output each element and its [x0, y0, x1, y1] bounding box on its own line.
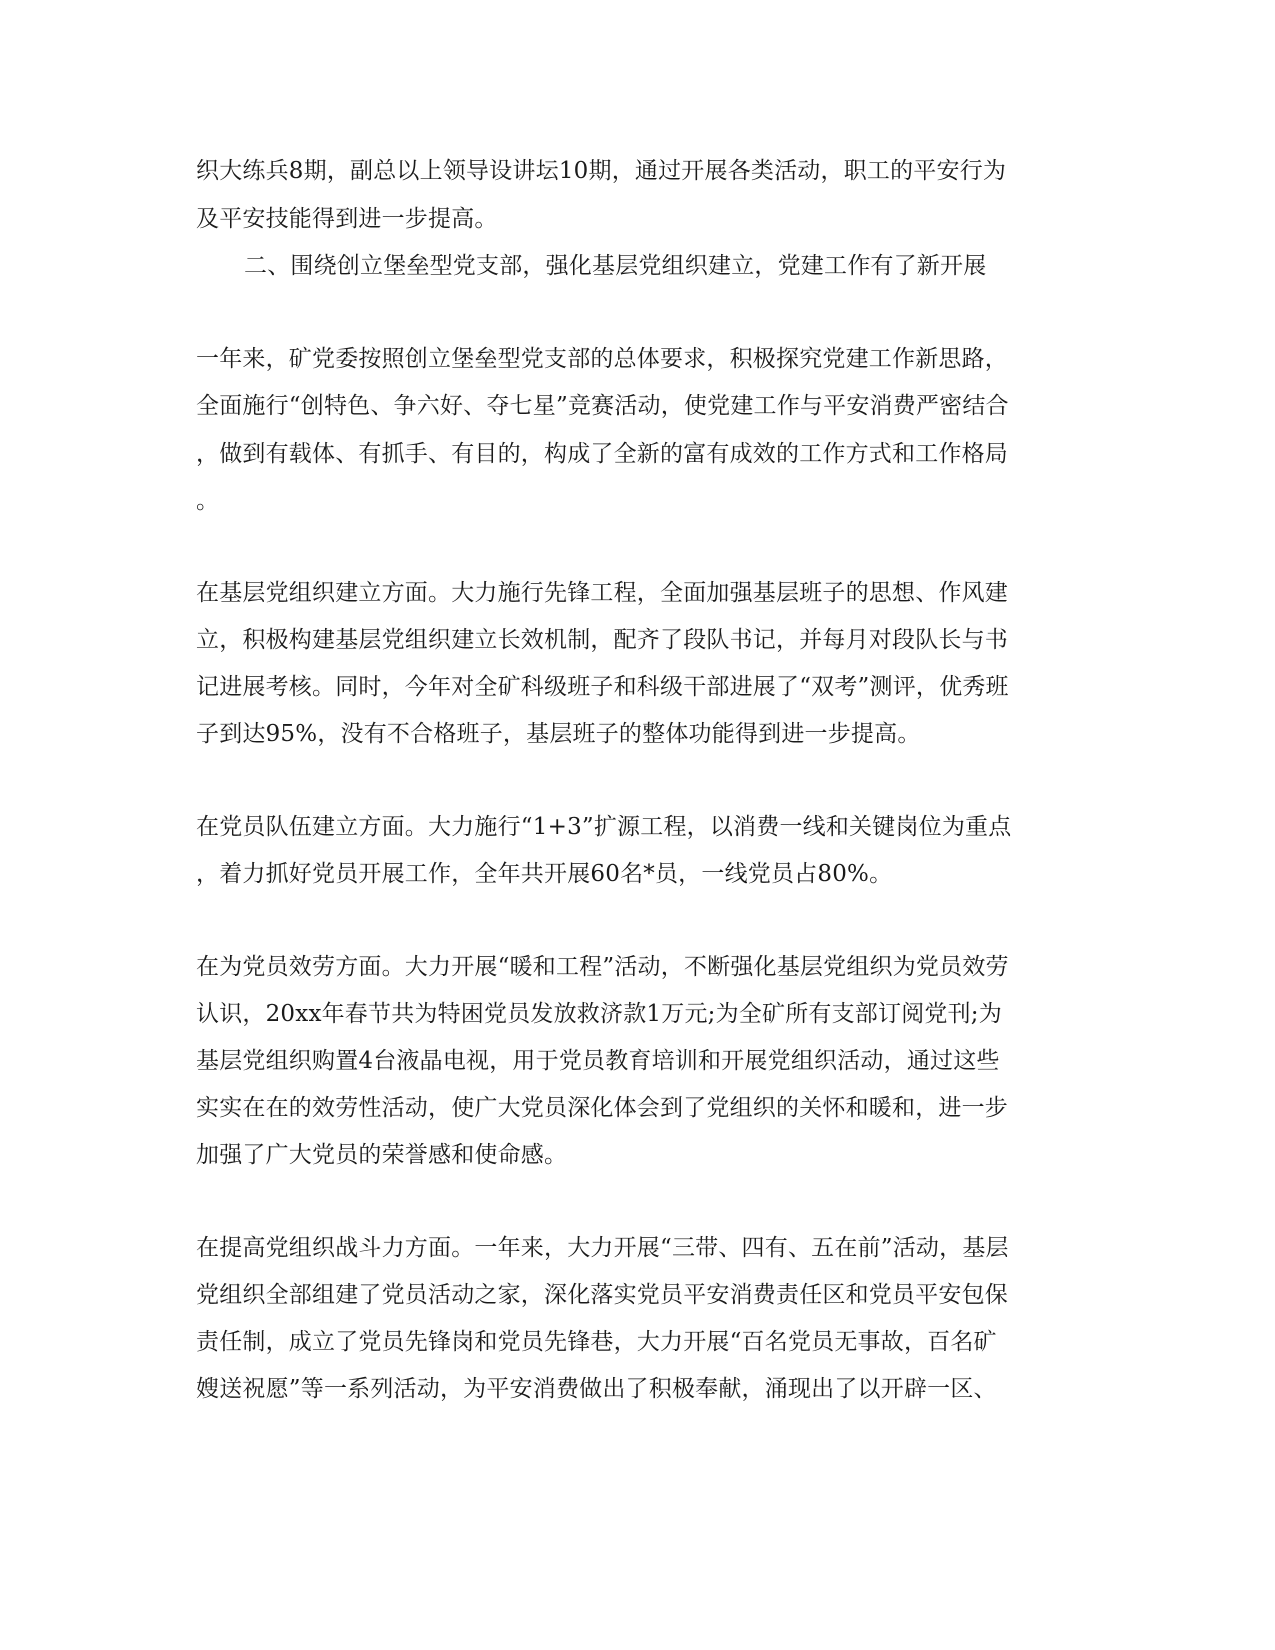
- text-line: 在基层党组织建立方面。大力施行先锋工程，全面加强基层班子的思想、作风建: [196, 580, 1008, 606]
- text-line: 织大练兵8期，副总以上领导设讲坛10期，通过开展各类活动，职工的平安行为: [196, 158, 1007, 184]
- section-heading: 二、围绕创立堡垒型党支部，强化基层党组织建立，党建工作有了新开展: [244, 253, 987, 279]
- text-line: 基层党组织购置4台液晶电视，用于党员教育培训和开展党组织活动，通过这些: [196, 1048, 1000, 1074]
- text-line: ，着力抓好党员开展工作，全年共开展60名*员，一线党员占80%。: [196, 861, 893, 887]
- text-line: 在为党员效劳方面。大力开展“暖和工程”活动，不断强化基层党组织为党员效劳: [196, 954, 1009, 980]
- text-line: 责任制，成立了党员先锋岗和党员先锋巷，大力开展“百名党员无事故，百名矿: [196, 1329, 997, 1355]
- text-line: 认识，20xx年春节共为特困党员发放救济款1万元;为全矿所有支部订阅党刊;为: [196, 1001, 1002, 1027]
- text-line: 全面施行“创特色、争六好、夺七星”竞赛活动，使党建工作与平安消费严密结合: [196, 393, 1009, 419]
- text-line: 实实在在的效劳性活动，使广大党员深化体会到了党组织的关怀和暖和，进一步: [196, 1095, 1008, 1121]
- text-line: 嫂送祝愿”等一系列活动，为平安消费做出了积极奉献，涌现出了以开辟一区、: [196, 1376, 997, 1402]
- text-line: 立，积极构建基层党组织建立长效机制，配齐了段队书记，并每月对段队长与书: [196, 627, 1008, 653]
- text-line: 及平安技能得到进一步提高。: [196, 206, 498, 232]
- text-line: ，做到有载体、有抓手、有目的，构成了全新的富有成效的工作方式和工作格局: [196, 441, 1008, 467]
- text-line: 一年来，矿党委按照创立堡垒型党支部的总体要求，积极探究党建工作新思路，: [196, 346, 1008, 372]
- text-line: 在提高党组织战斗力方面。一年来，大力开展“三带、四有、五在前”活动，基层: [196, 1235, 1009, 1261]
- text-line: 记进展考核。同时，今年对全矿科级班子和科级干部进展了“双考”测评，优秀班: [196, 674, 1009, 700]
- text-line: 子到达95%，没有不合格班子，基层班子的整体功能得到进一步提高。: [196, 721, 921, 747]
- text-line: 加强了广大党员的荣誉感和使命感。: [196, 1142, 568, 1168]
- text-line: 党组织全部组建了党员活动之家，深化落实党员平安消费责任区和党员平安包保: [196, 1282, 1008, 1308]
- text-line: 。: [196, 488, 220, 514]
- text-line: 在党员队伍建立方面。大力施行“1+3”扩源工程，以消费一线和关键岗位为重点: [196, 814, 1012, 840]
